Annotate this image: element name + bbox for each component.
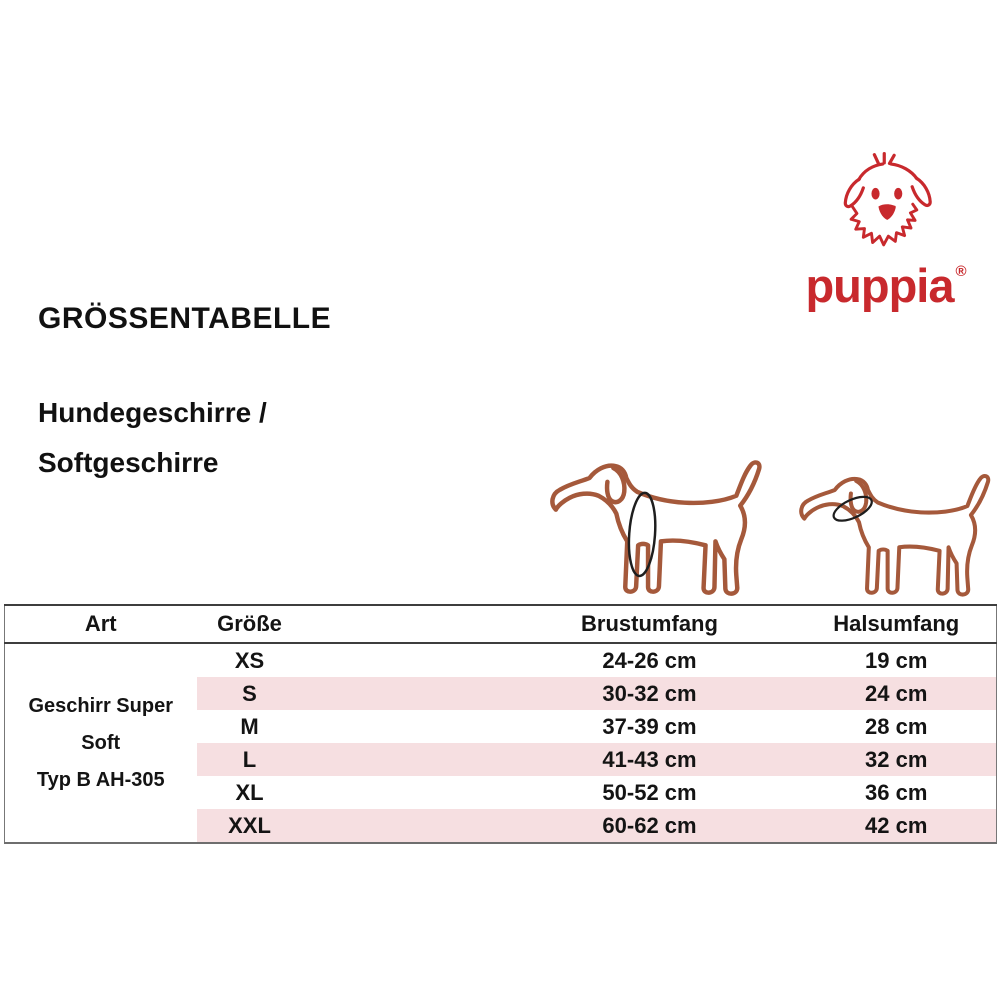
measurement-diagrams [540, 443, 996, 602]
product-name-line-3: Typ B AH-305 [36, 768, 165, 791]
head-outline-right [891, 164, 917, 179]
neck-cell: 32 cm [797, 743, 997, 776]
size-table [4, 604, 997, 844]
size-cell: L [197, 743, 303, 776]
subtitle-line-2: Softgeschirre [38, 447, 219, 478]
size-cell: S [197, 677, 303, 710]
registered-trademark: ® [955, 263, 967, 280]
page-title: GRÖSSENTABELLE [38, 302, 332, 335]
table-header-row [5, 605, 997, 643]
dog-ear [607, 468, 624, 502]
chest-cell: 50-52 cm [303, 776, 797, 809]
product-name-line-1: Geschirr Super [28, 694, 173, 717]
neck-cell: 24 cm [797, 677, 997, 710]
size-cell: XXL [197, 809, 303, 843]
product-name-cell [5, 643, 197, 843]
nose [878, 204, 895, 220]
neck-cell: 42 cm [797, 809, 997, 843]
col-header-halsumfang: Halsumfang [797, 605, 997, 643]
size-cell: XS [197, 643, 303, 677]
neck-cell: 36 cm [797, 776, 997, 809]
chest-cell: 41-43 cm [303, 743, 797, 776]
left-ear [845, 179, 863, 206]
hair-tufts [874, 154, 894, 164]
left-eye [871, 188, 879, 200]
right-ear [912, 178, 930, 205]
col-header-groesse: Größe [197, 605, 303, 643]
head-outline-left [859, 164, 883, 180]
product-name-line-2: Soft [81, 731, 121, 754]
col-header-brustumfang: Brustumfang [303, 605, 797, 643]
chest-cell: 24-26 cm [303, 643, 797, 677]
size-cell: M [197, 710, 303, 743]
neck-cell: 28 cm [797, 710, 997, 743]
chest-girth-ellipse [626, 492, 658, 577]
chest-cell: 37-39 cm [303, 710, 797, 743]
dog-chest-measure-icon [540, 448, 768, 602]
brand-wordmark [788, 259, 984, 312]
right-eye [894, 188, 902, 200]
puppia-logo [788, 146, 984, 312]
subtitle-line-1: Hundegeschirre / [38, 397, 267, 428]
puppia-dog-face-icon [822, 146, 950, 260]
col-header-art: Art [5, 605, 197, 643]
size-cell: XL [197, 776, 303, 809]
chest-cell: 30-32 cm [303, 677, 797, 710]
brand-name: puppia [805, 259, 954, 312]
dog-outline [801, 476, 988, 595]
dog-neck-measure-icon [790, 463, 996, 602]
table-row-xs [5, 643, 997, 677]
neck-cell: 19 cm [797, 643, 997, 677]
chest-cell: 60-62 cm [303, 809, 797, 843]
page-subtitle [38, 388, 267, 488]
